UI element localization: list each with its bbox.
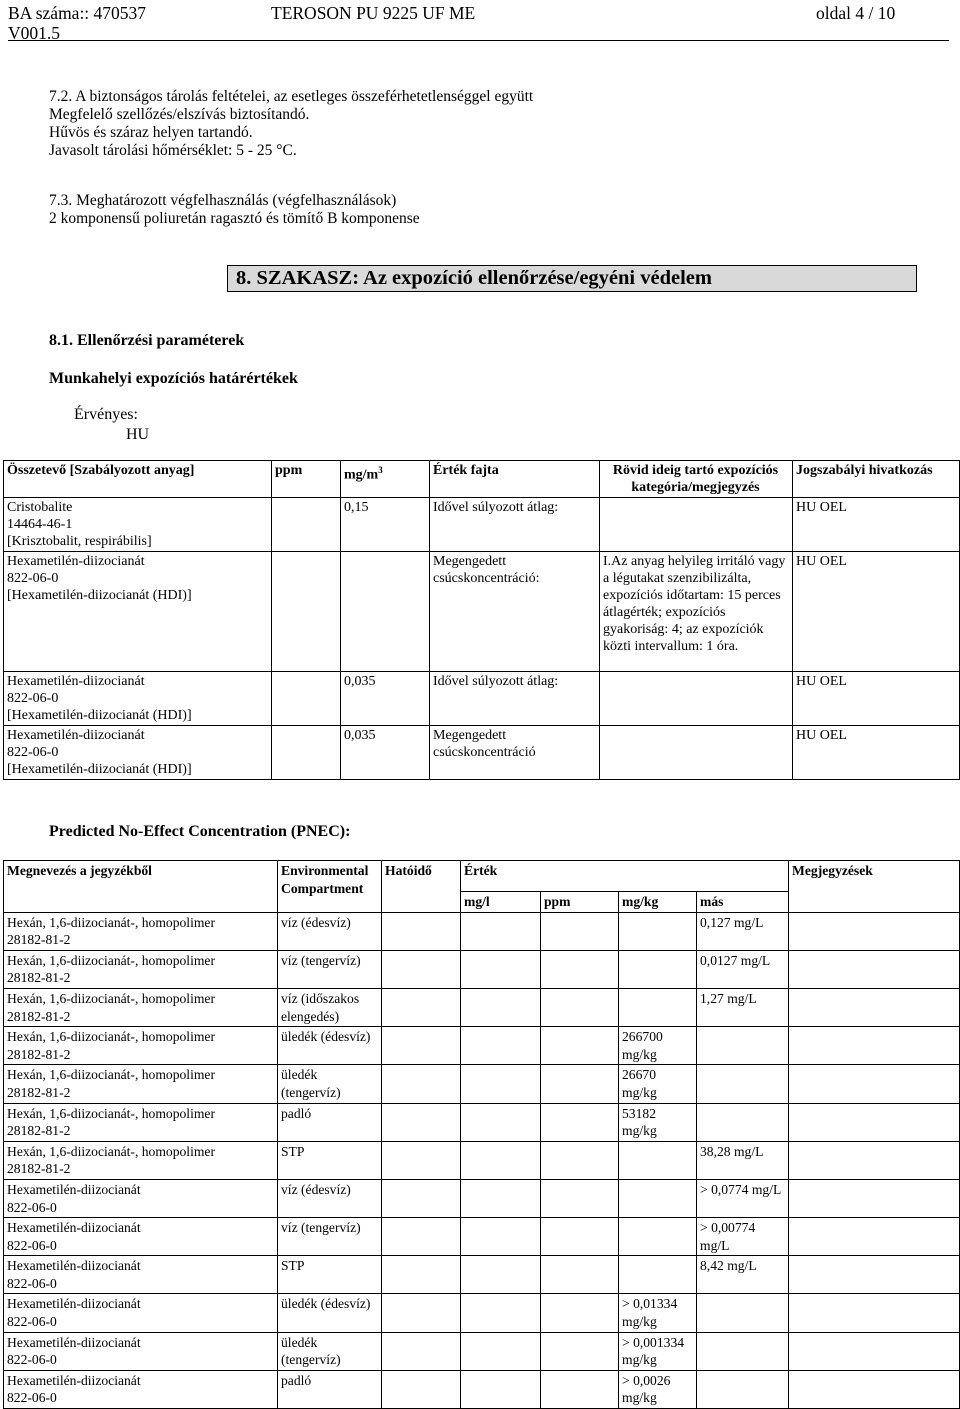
pnec-ppm [541, 1218, 619, 1256]
pnec-other [697, 1027, 789, 1065]
oel-type: Megengedett csúcskoncentráció [430, 726, 600, 780]
pnec-header-ppm: ppm [541, 892, 619, 913]
pnec-mgl [461, 1065, 541, 1103]
table-row [4, 726, 960, 780]
pnec-other [697, 1370, 789, 1408]
pnec-compartment: víz (időszakos elengedés) [278, 988, 382, 1026]
pnec-header-mgl: mg/l [461, 892, 541, 913]
pnec-header-compartment: Environmental Compartment [278, 861, 382, 913]
pnec-period [382, 1294, 461, 1332]
oel-header-short-term: Rövid ideig tartó expozíciós kategória/megjegyzés [600, 461, 793, 498]
oel-component: Cristobalite 14464-46-1 [Krisztobalit, respirábilis] [4, 498, 272, 552]
pnec-mgkg [619, 950, 697, 988]
table-row [4, 1218, 960, 1256]
pnec-period [382, 1179, 461, 1217]
oel-header-legal: Jogszabályi hivatkozás [793, 461, 960, 498]
pnec-name: Hexametilén-diizocianát 822-06-0 [4, 1370, 278, 1408]
pnec-header-mgkg: mg/kg [619, 892, 697, 913]
pnec-name: Hexán, 1,6-diizocianát-, homopolimer 28182-81-2 [4, 1065, 278, 1103]
product-name: TEROSON PU 9225 UF ME [271, 3, 476, 23]
pnec-period [382, 1141, 461, 1179]
pnec-notes [789, 988, 960, 1026]
pnec-other: > 0,00774 mg/L [697, 1218, 789, 1256]
table-row [4, 1256, 960, 1294]
pnec-mgkg [619, 1218, 697, 1256]
section-8-title: 8. SZAKASZ: Az expozíció ellenőrzése/egyéni védelem [236, 267, 712, 289]
pnec-name: Hexán, 1,6-diizocianát-, homopolimer 28182-81-2 [4, 950, 278, 988]
oel-note [600, 498, 793, 552]
pnec-header-notes: Megjegyzések [789, 861, 960, 913]
pnec-notes [789, 1294, 960, 1332]
pnec-other [697, 1294, 789, 1332]
oel-legal: HU OEL [793, 498, 960, 552]
pnec-other: 0,127 mg/L [697, 912, 789, 950]
pnec-mgkg: > 0,001334 mg/kg [619, 1332, 697, 1370]
pnec-mgl [461, 1218, 541, 1256]
oel-component: Hexametilén-diizocianát 822-06-0 [Hexametilén-diizocianát (HDI)] [4, 726, 272, 780]
oel-note [600, 672, 793, 726]
pnec-mgl [461, 950, 541, 988]
pnec-compartment: víz (édesvíz) [278, 912, 382, 950]
oel-mgm3: 0,15 [341, 498, 430, 552]
oel-header-component: Összetevő [Szabályozott anyag] [4, 461, 272, 498]
pnec-other: 8,42 mg/L [697, 1256, 789, 1294]
pnec-mgkg [619, 988, 697, 1026]
section-7-2-line: Hűvös és száraz helyen tartandó. [49, 124, 253, 141]
oel-legal: HU OEL [793, 552, 960, 672]
pnec-mgl [461, 1141, 541, 1179]
pnec-name: Hexán, 1,6-diizocianát-, homopolimer 28182-81-2 [4, 1103, 278, 1141]
pnec-mgl [461, 912, 541, 950]
pnec-period [382, 1218, 461, 1256]
pnec-ppm [541, 1179, 619, 1217]
pnec-mgkg: > 0,01334 mg/kg [619, 1294, 697, 1332]
pnec-notes [789, 950, 960, 988]
pnec-compartment: üledék (édesvíz) [278, 1027, 382, 1065]
pnec-compartment: víz (tengervíz) [278, 1218, 382, 1256]
table-row [4, 950, 960, 988]
oel-mgm3: 0,035 [341, 672, 430, 726]
pnec-mgkg: > 0,0026 mg/kg [619, 1370, 697, 1408]
pnec-notes [789, 1256, 960, 1294]
pnec-mgkg: 266700 mg/kg [619, 1027, 697, 1065]
pnec-compartment: STP [278, 1256, 382, 1294]
pnec-name: Hexán, 1,6-diizocianát-, homopolimer 28182-81-2 [4, 912, 278, 950]
pnec-ppm [541, 1332, 619, 1370]
pnec-ppm [541, 1027, 619, 1065]
pnec-compartment: víz (édesvíz) [278, 1179, 382, 1217]
oel-ppm [272, 726, 341, 780]
table-row [4, 1141, 960, 1179]
table-row [4, 552, 960, 672]
page-number: oldal 4 / 10 [816, 3, 896, 23]
oel-type: Idővel súlyozott átlag: [430, 672, 600, 726]
version: V001.5 [8, 23, 61, 43]
pnec-name: Hexametilén-diizocianát 822-06-0 [4, 1294, 278, 1332]
pnec-ppm [541, 1294, 619, 1332]
pnec-ppm [541, 912, 619, 950]
oel-type: Idővel súlyozott átlag: [430, 498, 600, 552]
section-7-3-title: 7.3. Meghatározott végfelhasználás (végfelhasználások) [49, 192, 397, 209]
section-7-2-line: Megfelelő szellőzés/elszívás biztosítandó. [49, 106, 310, 123]
pnec-compartment: padló [278, 1103, 382, 1141]
pnec-notes [789, 912, 960, 950]
oel-note [600, 726, 793, 780]
pnec-notes [789, 1370, 960, 1408]
pnec-mgkg [619, 1256, 697, 1294]
pnec-name: Hexán, 1,6-diizocianát-, homopolimer 28182-81-2 [4, 1027, 278, 1065]
pnec-header-period: Hatóidő [382, 861, 461, 913]
pnec-other [697, 1103, 789, 1141]
pnec-ppm [541, 1103, 619, 1141]
pnec-compartment: víz (tengervíz) [278, 950, 382, 988]
pnec-other: 1,27 mg/L [697, 988, 789, 1026]
pnec-compartment: üledék (tengervíz) [278, 1065, 382, 1103]
pnec-name: Hexán, 1,6-diizocianát-, homopolimer 28182-81-2 [4, 1141, 278, 1179]
pnec-name: Hexán, 1,6-diizocianát-, homopolimer 28182-81-2 [4, 988, 278, 1026]
table-row [4, 1370, 960, 1408]
pnec-name: Hexametilén-diizocianát 822-06-0 [4, 1218, 278, 1256]
pnec-mgl [461, 1103, 541, 1141]
pnec-notes [789, 1141, 960, 1179]
table-row [4, 1179, 960, 1217]
pnec-ppm [541, 1065, 619, 1103]
section-7-2-title: 7.2. A biztonságos tárolás feltételei, az esetleges összeférhetetlenséggel együtt [49, 88, 534, 105]
pnec-period [382, 1027, 461, 1065]
oel-legal: HU OEL [793, 672, 960, 726]
pnec-compartment: üledék (tengervíz) [278, 1332, 382, 1370]
pnec-other: > 0,0774 mg/L [697, 1179, 789, 1217]
table-row [4, 912, 960, 950]
pnec-ppm [541, 1370, 619, 1408]
pnec-mgkg [619, 1141, 697, 1179]
table-row [4, 988, 960, 1026]
oel-header-value-type: Érték fajta [430, 461, 600, 498]
table-row [4, 1294, 960, 1332]
table-row [4, 1027, 960, 1065]
valid-label: Érvényes: [74, 406, 138, 423]
oel-subtitle: Munkahelyi expozíciós határértékek [49, 370, 298, 387]
oel-type: Megengedett csúcskoncentráció: [430, 552, 600, 672]
pnec-notes [789, 1027, 960, 1065]
pnec-other [697, 1332, 789, 1370]
oel-ppm [272, 672, 341, 726]
pnec-period [382, 988, 461, 1026]
pnec-notes [789, 1332, 960, 1370]
header-divider [8, 40, 949, 41]
pnec-period [382, 1332, 461, 1370]
oel-ppm [272, 552, 341, 672]
pnec-period [382, 1103, 461, 1141]
pnec-notes [789, 1103, 960, 1141]
pnec-name: Hexametilén-diizocianát 822-06-0 [4, 1256, 278, 1294]
oel-note: I.Az anyag helyileg irritáló vagy a légutakat szenzibilizálta, expozíciós időtartam: 15 perces átlagérték; expozíciós gyakoriság: 4; az expozíciók közti intervallum: 1 óra. [600, 552, 793, 672]
pnec-mgl [461, 1332, 541, 1370]
pnec-mgl [461, 1027, 541, 1065]
pnec-notes [789, 1065, 960, 1103]
pnec-period [382, 1065, 461, 1103]
oel-table [3, 460, 960, 780]
pnec-header-row [4, 861, 960, 892]
oel-header-mgm3: $mg/m^3$ [341, 461, 430, 498]
pnec-mgl [461, 1294, 541, 1332]
oel-ppm [272, 498, 341, 552]
oel-component: Hexametilén-diizocianát 822-06-0 [Hexametilén-diizocianát (HDI)] [4, 552, 272, 672]
table-row [4, 1103, 960, 1141]
pnec-period [382, 1256, 461, 1294]
pnec-mgkg: 53182 mg/kg [619, 1103, 697, 1141]
pnec-mgl [461, 1179, 541, 1217]
pnec-compartment: STP [278, 1141, 382, 1179]
section-7-2-line: Javasolt tárolási hőmérséklet: 5 - 25 °C. [49, 142, 297, 159]
pnec-title: Predicted No-Effect Concentration (PNEC): [49, 823, 351, 840]
pnec-mgl [461, 1256, 541, 1294]
pnec-ppm [541, 988, 619, 1026]
pnec-notes [789, 1179, 960, 1217]
pnec-ppm [541, 1256, 619, 1294]
pnec-other: 38,28 mg/L [697, 1141, 789, 1179]
pnec-header-name: Megnevezés a jegyzékből [4, 861, 278, 913]
oel-legal: HU OEL [793, 726, 960, 780]
pnec-table [3, 860, 960, 1409]
pnec-compartment: üledék (édesvíz) [278, 1294, 382, 1332]
pnec-compartment: padló [278, 1370, 382, 1408]
pnec-name: Hexametilén-diizocianát 822-06-0 [4, 1332, 278, 1370]
table-row [4, 1065, 960, 1103]
oel-header-ppm: ppm [272, 461, 341, 498]
table-row [4, 498, 960, 552]
pnec-header-value: Érték [461, 861, 789, 892]
pnec-other [697, 1065, 789, 1103]
section-8-1-title: 8.1. Ellenőrzési paraméterek [49, 332, 245, 349]
table-row [4, 1332, 960, 1370]
pnec-name: Hexametilén-diizocianát 822-06-0 [4, 1179, 278, 1217]
pnec-period [382, 912, 461, 950]
oel-mgm3 [341, 552, 430, 672]
pnec-other: 0,0127 mg/L [697, 950, 789, 988]
oel-component: Hexametilén-diizocianát 822-06-0 [Hexametilén-diizocianát (HDI)] [4, 672, 272, 726]
pnec-period [382, 1370, 461, 1408]
oel-mgm3: 0,035 [341, 726, 430, 780]
pnec-mgkg: 26670 mg/kg [619, 1065, 697, 1103]
valid-value: HU [126, 426, 150, 443]
pnec-mgl [461, 1370, 541, 1408]
table-row [4, 672, 960, 726]
section-7-3-line: 2 komponensű poliuretán ragasztó és tömítő B komponense [49, 210, 420, 227]
pnec-notes [789, 1218, 960, 1256]
pnec-mgkg [619, 912, 697, 950]
pnec-mgkg [619, 1179, 697, 1217]
oel-header-row [4, 461, 960, 498]
ba-number: BA száma:: 470537 [8, 3, 147, 23]
pnec-period [382, 950, 461, 988]
pnec-header-other: más [697, 892, 789, 913]
section-8-banner [227, 265, 917, 292]
pnec-ppm [541, 1141, 619, 1179]
pnec-ppm [541, 950, 619, 988]
pnec-mgl [461, 988, 541, 1026]
